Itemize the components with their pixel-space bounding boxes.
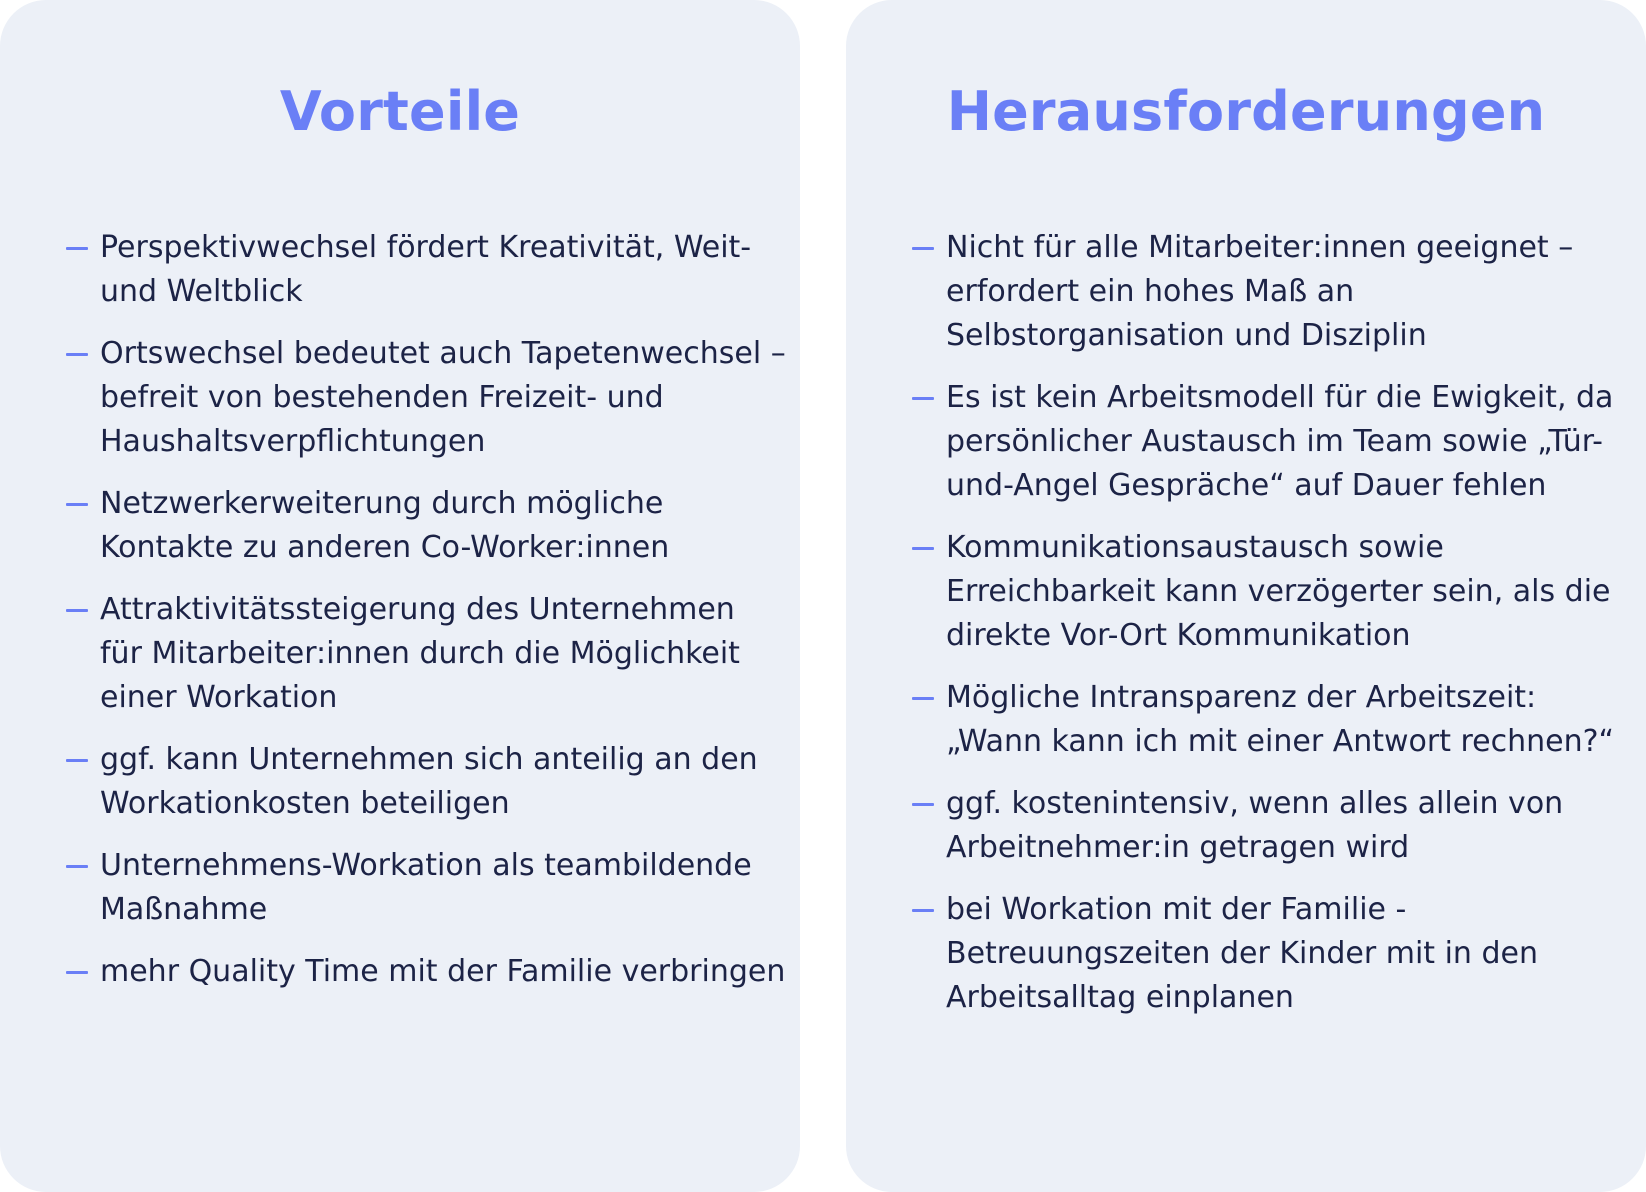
dash-bullet-icon <box>912 803 934 806</box>
dash-bullet-icon <box>912 397 934 400</box>
list-item-text: Kommunikationsaustausch sowie Erreichbarkeit kann verzögerter sein, als die direkte Vor-Ort Kommunikation <box>946 530 1611 653</box>
list-item-text: Netzwerkerweiterung durch mögliche Kontakte zu anderen Co-Worker:innen <box>100 486 670 565</box>
list-item <box>66 738 786 826</box>
dash-bullet-icon <box>66 759 88 762</box>
list-item <box>912 526 1638 658</box>
list-item <box>66 332 786 464</box>
advantages-card <box>0 0 800 1192</box>
advantages-list <box>66 226 786 1012</box>
list-item-text: bei Workation mit der Familie - Betreuungszeiten der Kinder mit in den Arbeitsalltag einplanen <box>946 892 1538 1015</box>
challenges-list <box>912 226 1638 1038</box>
list-item-text: Attraktivitätssteigerung des Unternehmen für Mitarbeiter:innen durch die Möglichkeit einer Workation <box>100 592 740 715</box>
list-item-text: Perspektivwechsel fördert Kreativität, Weit-und Weltblick <box>100 230 752 309</box>
list-item-text: ggf. kann Unternehmen sich anteilig an den Workationkosten beteiligen <box>100 742 758 821</box>
list-item <box>912 782 1638 870</box>
list-item-text: ggf. kostenintensiv, wenn alles allein von Arbeitnehmer:in getragen wird <box>946 786 1564 865</box>
advantages-title: Vorteile <box>279 80 521 143</box>
dash-bullet-icon <box>66 503 88 506</box>
list-item-text: Nicht für alle Mitarbeiter:innen geeignet – erfordert ein hohes Maß an Selbstorganisation und Disziplin <box>946 230 1574 353</box>
list-item-text: Es ist kein Arbeitsmodell für die Ewigkeit, da persönlicher Austausch im Team sowie „Tür- und-Angel Gespräche“ auf Dauer fehlen <box>946 380 1614 503</box>
dash-bullet-icon <box>66 353 88 356</box>
dash-bullet-icon <box>912 909 934 912</box>
list-item <box>66 226 786 314</box>
dash-bullet-icon <box>66 609 88 612</box>
list-item <box>912 226 1638 358</box>
dash-bullet-icon <box>66 247 88 250</box>
list-item <box>66 482 786 570</box>
list-item <box>912 676 1638 764</box>
list-item-text: Mögliche Intransparenz der Arbeitszeit: „Wann kann ich mit einer Antwort rechnen?“ <box>946 680 1615 759</box>
list-item <box>912 888 1638 1020</box>
challenges-title: Herausforderungen <box>946 80 1546 143</box>
list-item <box>66 588 786 720</box>
list-item-text: Unternehmens-Workation als teambildende Maßnahme <box>100 848 752 927</box>
dash-bullet-icon <box>66 971 88 974</box>
list-item-text: Ortswechsel bedeutet auch Tapetenwechsel – befreit von bestehenden Freizeit- und Haushaltsverpflichtungen <box>100 336 786 459</box>
list-item <box>66 950 786 994</box>
list-item-text: mehr Quality Time mit der Familie verbringen <box>100 954 786 989</box>
dash-bullet-icon <box>912 697 934 700</box>
dash-bullet-icon <box>66 865 88 868</box>
dash-bullet-icon <box>912 547 934 550</box>
challenges-card <box>846 0 1646 1192</box>
list-item <box>912 376 1638 508</box>
dash-bullet-icon <box>912 247 934 250</box>
list-item <box>66 844 786 932</box>
